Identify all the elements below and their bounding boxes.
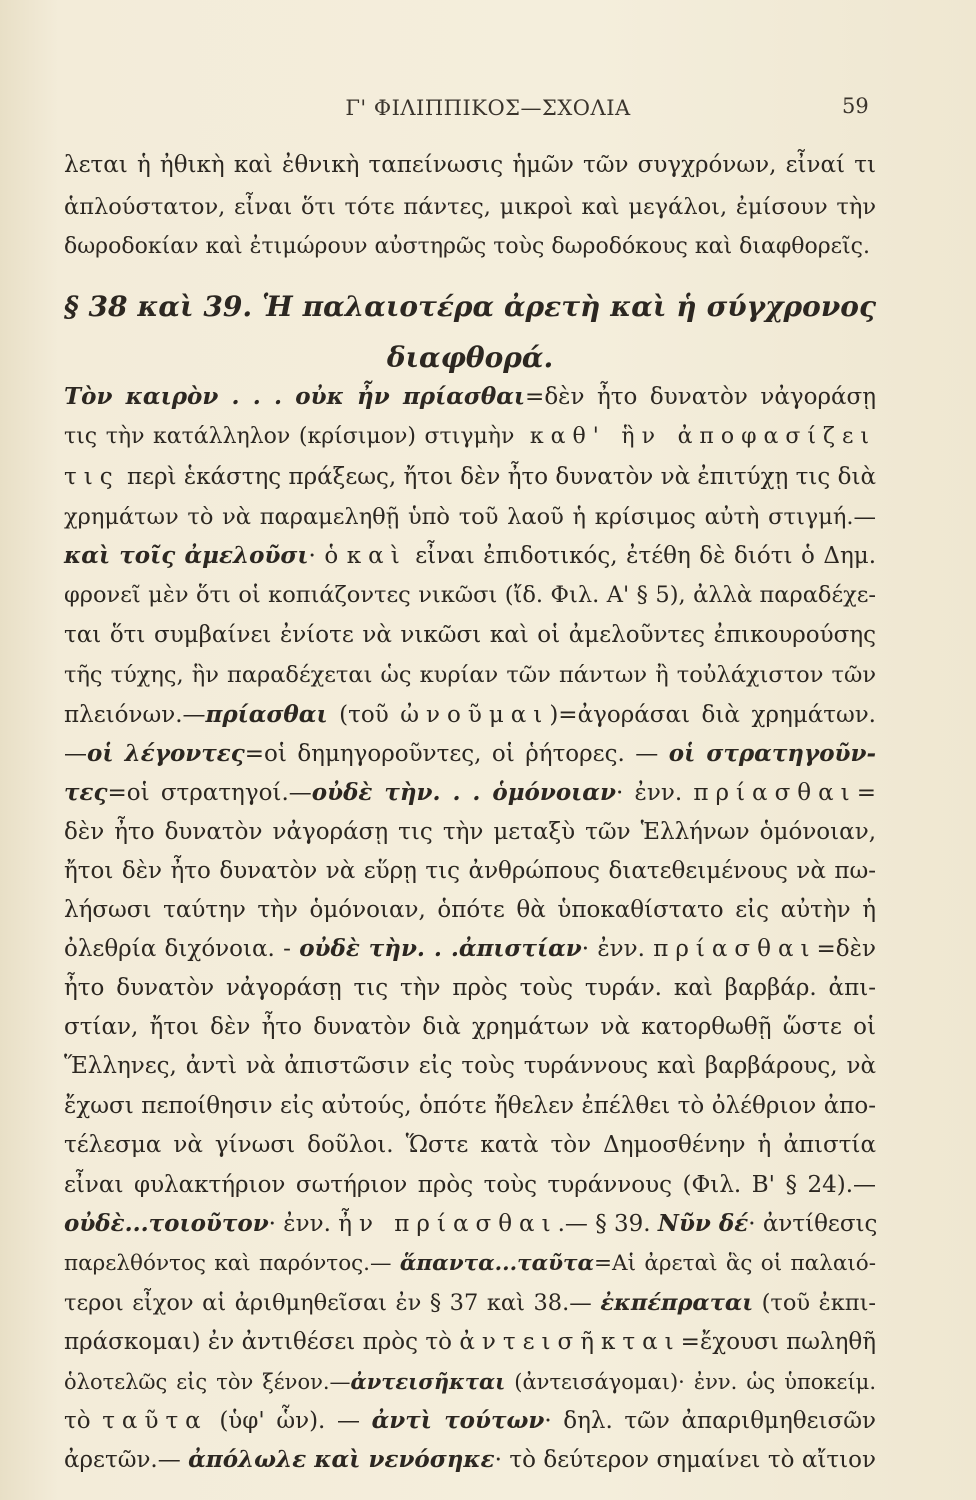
text-run: =οἱ στρατηγοί.— <box>107 780 312 806</box>
lemma: ἅπαντα...ταῦτα <box>399 1251 595 1276</box>
text-line <box>64 539 876 573</box>
text-run: δωροδοκίαν καὶ ἐτιμώρουν αὐστηρῶς τοὺς δωροδόκους καὶ διαφθορεῖς. <box>64 234 870 259</box>
text-run: λεται ἡ ἠθικὴ καὶ ἐθνικὴ ταπείνωσις ἡμῶν τῶν συγχρόνων, εἶναί τι <box>64 152 876 178</box>
spaced-text: καθ' ἣν ἀποφασίζει <box>514 424 876 449</box>
text-run: τέλεσμα νὰ γίνωσι δοῦλοι. Ὥστε κατὰ τὸν Δημοσθένην ἡ ἀπιστία <box>64 1132 876 1158</box>
text-run: λήσωσι ταύτην τὴν ὁμόνοιαν, ὁπότε θὰ ὑποκαθίστατο εἰς αὐτὴν ἡ <box>64 897 876 923</box>
text-line <box>64 658 876 692</box>
spaced-text: ἀντεισῆκται <box>459 1329 681 1355</box>
text-run: παρελθόντος καὶ παρόντος.— <box>64 1251 400 1276</box>
text-run: =Αἱ ἀρεταὶ ἃς οἱ παλαιό- <box>594 1251 876 1276</box>
lemma: ἀντὶ τούτων <box>371 1407 545 1434</box>
text-line <box>64 1325 876 1359</box>
lemma: οἱ στρατηγοῦν- <box>668 740 876 767</box>
text-line <box>64 932 876 966</box>
spaced-text: ταῦτα <box>102 1408 208 1434</box>
text-run: Ἕλληνες, ἀντὶ νὰ ἀπιστῶσιν εἰς τοὺς τυράννους καὶ βαρβάρους, νὰ <box>64 1053 876 1079</box>
lemma: ἀπόλωλε καὶ νενόσηκε <box>188 1446 495 1473</box>
lemma: Τὸν καιρὸν . . . οὐκ ἦν πρίασθαι <box>64 383 526 410</box>
lemma: καὶ τοῖς ἀμελοῦσι <box>64 542 309 569</box>
text-run: περὶ ἑκάστης πράξεως, ἤτοι δὲν ἦτο δυνατὸν νὰ ἐπιτύχῃ τις διὰ <box>119 464 876 490</box>
text-line <box>64 698 876 732</box>
text-line <box>64 1207 876 1241</box>
text-run: · ἐνν. <box>268 1211 339 1237</box>
text-run: στίαν, ἤτοι δὲν ἦτο δυνατὸν διὰ χρημάτων νὰ κατορθωθῇ ὥστε οἱ <box>64 1014 876 1040</box>
lemma: τες <box>64 779 108 806</box>
text-line <box>64 1128 876 1162</box>
text-run: ἔχωσι πεποίθησιν εἰς αὐτούς, ὁπότε ἤθελεν ἐπέλθει τὸ ὀλέθριον ἀπο- <box>64 1093 876 1119</box>
text-run: — <box>64 741 87 767</box>
text-run: ἦτο δυνατὸν νἀγοράσῃ τις τὴν πρὸς τοὺς τυράν. καὶ βαρβάρ. ἀπι- <box>64 975 876 1001</box>
text-run: φρονεῖ μὲν ὅτι οἱ κοπιάζοντες νικῶσι (ἴδ. Φιλ. Α' § 5), ἀλλὰ παραδέχε- <box>64 582 876 608</box>
text-run: (τοῦ ἐκπι- <box>753 1290 876 1316</box>
text-run: εἶναι ἐπιδοτικός, ἐτέθη δὲ διότι ὁ Δημ. <box>406 543 877 569</box>
text-run: = <box>856 780 876 806</box>
spaced-text: ὠνοῦμαι <box>400 702 550 728</box>
text-run: τεροι εἶχον αἱ ἀριθμηθεῖσαι ἐν § 37 καὶ 38.— <box>64 1290 601 1316</box>
text-line <box>64 737 876 771</box>
text-run: (ὑφ' ὧν). — <box>207 1408 372 1434</box>
lemma: Νῦν δέ <box>657 1210 749 1237</box>
text-run: ὀλεθρία διχόνοια. - <box>64 936 300 962</box>
spaced-text: καὶ <box>346 543 407 569</box>
lemma: πρίασθαι <box>205 701 328 728</box>
spaced-text: ἦν πρίασθαι <box>338 1211 558 1237</box>
text-run: τις τὴν κατάλληλον (κρίσιμον) στιγμὴν <box>64 424 515 449</box>
running-head: Γ' ΦΙΛΙΠΠΙΚΟΣ—ΣΧΟΛΙΑ <box>345 96 631 120</box>
text-line <box>64 776 876 810</box>
lemma: οὐδὲ τὴν. . .ἀπιστίαν <box>299 935 582 962</box>
text-line <box>64 1049 876 1083</box>
text-run: · ἐνν. <box>615 780 694 806</box>
text-run: ἀρετῶν.— <box>64 1447 189 1473</box>
lemma: οἱ λέγοντες <box>87 740 245 767</box>
text-run: =οἱ δημηγοροῦντες, οἱ ῥήτορες. — <box>244 741 669 767</box>
spaced-text: τις <box>64 464 120 490</box>
section-heading <box>64 287 876 327</box>
text-run: πλειόνων.— <box>64 702 206 728</box>
text-line <box>64 230 876 264</box>
text-line <box>64 420 876 454</box>
text-run: =δὲν ἦτο δυνατὸν νἀγοράσῃ <box>525 384 876 410</box>
text-run: ἁπλούστατον, εἶναι ὅτι τότε πάντες, μικροὶ καὶ μεγάλοι, ἐμίσουν τὴν <box>64 194 876 220</box>
text-run: =ἔχουσι πωληθῆ <box>680 1329 876 1355</box>
text-line <box>64 1168 876 1202</box>
text-run: ὁλοτελῶς εἰς τὸν ξένον.— <box>64 1370 351 1394</box>
lemma: οὐδὲ...τοιοῦτον <box>64 1210 269 1237</box>
text-run: · δηλ. τῶν ἀπαριθμηθεισῶν <box>544 1408 876 1434</box>
text-run: τὸ <box>64 1408 103 1434</box>
text-line <box>64 578 876 612</box>
text-line <box>64 1365 876 1399</box>
text-run: · ἐνν. <box>581 936 654 962</box>
text-run: τῆς τύχης, ἣν παραδέχεται ὡς κυρίαν τῶν πάντων ἢ τοὐλάχιστον τῶν <box>64 662 876 688</box>
section-heading-continued <box>64 338 876 378</box>
text-run: =δὲν <box>816 936 876 962</box>
text-line <box>64 971 876 1005</box>
heading-text: διαφθορά. <box>386 341 554 374</box>
text-run: (τοῦ <box>327 702 401 728</box>
text-line <box>64 1404 876 1438</box>
text-line <box>64 893 876 927</box>
text-run: · τὸ δεύτερον σημαίνει τὸ αἴτιον <box>494 1447 876 1473</box>
text-run: )=ἀγοράσαι διὰ χρημάτων. <box>549 702 876 728</box>
spaced-text: πρίασθαι <box>693 780 857 806</box>
lemma: οὐδὲ τὴν. . . ὁμόνοιαν <box>311 779 616 806</box>
text-run: πράσκομαι) ἐν ἀντιθέσει πρὸς τὸ <box>64 1329 460 1355</box>
text-run: ἤτοι δὲν ἦτο δυνατὸν νὰ εὕρῃ τις ἀνθρώπους διατεθειμένους νὰ πω- <box>64 858 876 884</box>
text-run: εἶναι φυλακτήριον σωτήριον πρὸς τοὺς τυράννους (Φιλ. Β' § 24).— <box>64 1172 876 1198</box>
spaced-text: πρίασθαι <box>653 936 817 962</box>
text-run: δὲν ἦτο δυνατὸν νἀγοράσῃ τις τὴν μεταξὺ τῶν Ἑλλήνων ὁμόνοιαν, <box>64 819 876 845</box>
text-line <box>64 618 876 652</box>
text-line <box>64 190 876 224</box>
text-line <box>64 854 876 888</box>
text-run: · ἀντίθεσις <box>748 1211 878 1237</box>
text-run: (ἀντεισάγομαι)· ἐνν. ὡς ὑποκείμ. <box>505 1370 876 1394</box>
text-line <box>64 1286 876 1320</box>
text-run: ται ὅτι συμβαίνει ἐνίοτε νὰ νικῶσι καὶ οἱ ἀμελοῦντες ἐπικουρούσης <box>64 622 876 648</box>
text-run: χρημάτων τὸ νὰ παραμεληθῇ ὑπὸ τοῦ λαοῦ ἡ κρίσιμος αὐτὴ στιγμή.— <box>64 504 876 530</box>
text-line <box>64 380 876 414</box>
text-line <box>64 500 876 534</box>
text-line <box>64 1010 876 1044</box>
text-line <box>64 148 876 182</box>
text-line <box>64 815 876 849</box>
text-line <box>64 460 876 494</box>
text-line <box>64 1247 876 1281</box>
text-line <box>64 1089 876 1123</box>
text-run: .— § 39. <box>557 1211 658 1237</box>
lemma: ἐκπέπραται <box>600 1290 754 1316</box>
heading-text: § 38 καὶ 39. Ἡ παλαιοτέρα ἀρετὴ καὶ ἡ σύγχρονος <box>64 290 876 323</box>
text-run: · ὁ <box>308 543 347 569</box>
page-number: 59 <box>842 94 869 118</box>
lemma: ἀντεισῆκται <box>350 1369 506 1394</box>
text-line <box>64 1443 876 1477</box>
